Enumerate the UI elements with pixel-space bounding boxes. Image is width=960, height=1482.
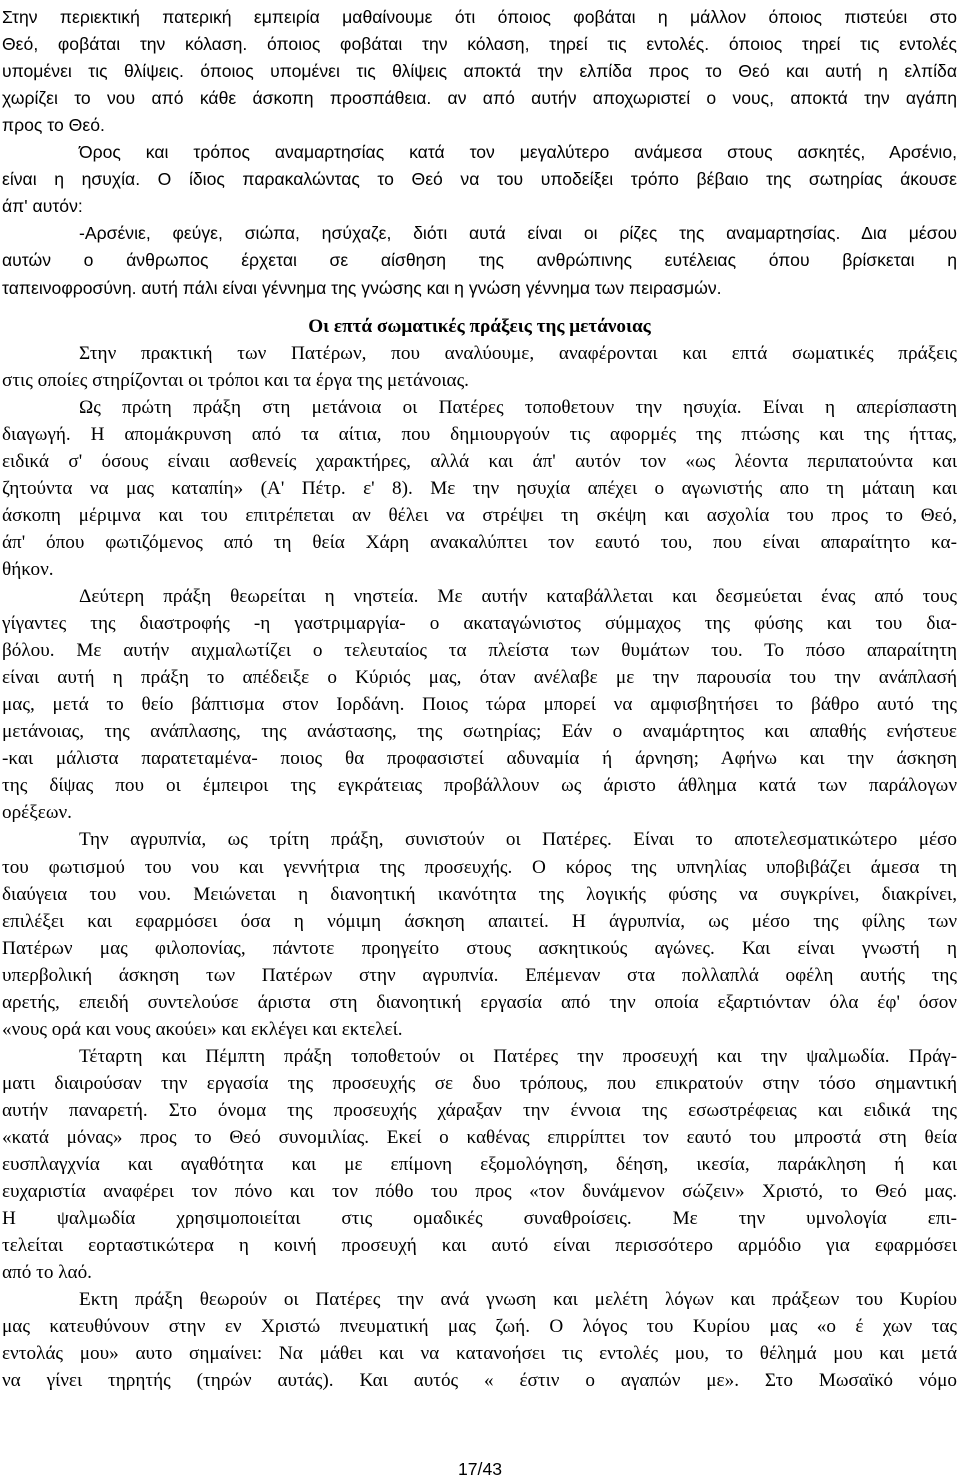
text-line: ειδικά σ' όσους είναιι ασθενείς χαρακτήρες, αλλά και άπ' αυτόν τον «ως λέοντα περιπατούντα και [2,451,957,472]
text-line: ευχαριστία αναφέρει τον πόνο και τον πόθο του προς «τον δυνάμενον σώζειν» Χριστό, το Θεό μας. [2,1181,957,1202]
text-line: «κατά μόνας» προς το Θεό συνομιλίας. Εκεί ο καθένας επιρρίπτει τον εαυτό του μπροστά στη θεία [2,1127,957,1148]
text-line: ματι διαιρούσαν την εργασία της προσευχής σε δυο τρόπους, που επικρατούν στην τόσο σημαντική [2,1073,957,1094]
text-line: Δεύτερη πράξη θεωρείται η νηστεία. Με αυτήν καταβάλλεται και δεσμεύεται ένας από τους [79,586,957,607]
text-line: Εκτη πράξη θεωρούν οι Πατέρες την ανά γνωση και μελέτη λόγων και πράξεων του Κυρίου [79,1289,957,1310]
text-line: είναι αυτή η πράξη το απέδειξε ο Κύριός μας, όταν ανέλαβε με την παρουσία του την ανάπλασή [2,667,957,688]
text-line: χωρίζει το νου από κάθε άσκοπη προσπάθεια. αν από αυτήν αποχωριστεί ο νους, αποκτά την αγάπη [2,88,957,108]
text-line: ζητούντα να μας καταπίη» (Α' Πέτρ. ε' 8). Με την ησυχία απέχει ο αγωνιστής απο τη μάταιη και [2,478,957,499]
text-line: Στην πρακτική των Πατέρων, που αναλύουμε, αναφέρονται και επτά σωματικές πράξεις [79,343,957,364]
text-line: -και μάλιστα παρατεταμένα- ποιος θα προφασιστεί αδυναμία ή άρνηση; Αφήνω και την άσκηση [2,748,957,769]
text-line: μας, μετά το θείο βάπτισμα στον Ιορδάνη. Ποιος τώρα μπορεί να αμφισβητήσει το βάθρο αυτό της [2,694,957,715]
text-line: επιλέξει και εφαρμόσει όσα η νόμιμη άσκηση απαιτεί. Η άγρυπνία, ως μέσο της φίλης των [2,911,957,932]
text-line: Θεό, φοβάται την κόλαση. όποιος φοβάται την κόλαση, τηρεί τις εντολές. όποιος τηρεί τις εντολές [2,34,957,54]
text-line: να γίνει τηρητής (τηρών αυτάς). Και αυτός « έστιν ο αγαπών με». Στο Μωσαϊκό νόμο [2,1370,957,1391]
text-line: υπομένει τις θλίψεις. όποιος υπομένει τις θλίψεις αποκτά την ελπίδα προς το Θεό και αυτή η ελπίδα [2,61,957,81]
text-line: άσκοπη μέριμνα και του επιτρέπεται αν θέλει να στρέψει τη σκέψη και ασχολία του προς το Θεό, [2,505,957,526]
text-line: μας κατευθύνουν στην εν Χριστώ πνευματική μας ζωή. Ο λόγος του Κυρίου μας «ο έ χων τας [2,1316,957,1337]
text-line: αυτήν παναρετή. Στο όνομα της προσευχής χάραξαν την έννοια της εσωστρέφειας και ειδικά της [2,1100,957,1121]
text-line: διαύγεια του νου. Μειώνεται η διανοητική ικανότητα της λογικής φύσης να συγκρίνει, διακρίνει, [2,884,957,905]
text-line: Στην περιεκτική πατερική εμπειρία μαθαίνουμε ότι όποιος φοβάται η μάλλον όποιος πιστεύει στο [2,7,957,27]
text-line: γίγαντες της διαστροφής -η γαστριμαργία- ο ακαταγώνιστος σύμμαχος της φύσης και του δια- [2,613,957,634]
page-number: 17/43 [457,1459,503,1479]
text-line: της δίψας που οι έμπειροι της εγκράτειας προβάλλουν ως άριστο άθλημα κατά των παράλογων [2,775,957,796]
text-line: τελείται εορταστικώτερα η κοινή προσευχή και αυτό είναι περισσότερο αρμόδιο για εφαρμόσει [2,1235,957,1256]
text-line: θήκον. [2,559,54,580]
text-line: Πατέρων μας φιλοπονίας, πάντοτε προηγείτο στους ασκητικούς αγώνες. Και είναι γνωστή η [2,938,957,959]
text-line: υπερβολική άσκηση των Πατέρων στην αγρυπνία. Επέμεναν στα πολλαπλά οφέλη αυτής της [2,965,957,986]
text-line: εντολάς μου» αυτο σημαίνει: Να μάθει και να κατανοήσει τις εντολές μου, το θέλημά μου και μετά [2,1343,957,1364]
text-line: είναι η ησυχία. Ο ίδιος παρακαλώντας το Θεό να του υποδείξει τρόπο βέβαιο της σωτηρίας άκουσε [2,169,957,189]
text-line: άπ' αυτόν: [2,196,83,216]
text-line: αρετής, επειδή συντελούσε άριστα στη διανοητική εργασία από την οποία εξαρτιόνταν όλα έφ' όσον [2,992,957,1013]
text-line: Την αγρυπνία, ως τρίτη πράξη, συνιστούν οι Πατέρες. Είναι το αποτελεσματικώτερο μέσο [79,829,957,850]
text-line: μετάνοιας, της ανάπλασης, της ανάστασης, της σωτηρίας; Εάν ο αναμάρτητος και απαθής ενήστευε [2,721,957,742]
text-line: ορέξεων. [2,802,72,823]
text-line: από το λαό. [2,1262,92,1283]
text-line: άπ' όπου φωτιζόμενος από τη θεία Χάρη ανακαλύπτει τον εαυτό του, που είναι απαραίτητο κα- [2,532,957,553]
text-line: ευσπλαγχνία και αγαθότητα και με επίμονη εξομολόγηση, δέηση, ικεσία, παράκληση ή και [2,1154,957,1175]
text-line: «νους ορά και νους ακούει» και εκλέγει και εκτελεί. [2,1019,403,1040]
text-line: Η ψαλμωδία χρησιμοποιείται στις ομαδικές συναθροίσεις. Με την υμνολογία επι- [2,1208,957,1229]
text-line: Όρος και τρόπος αναμαρτησίας κατά τον μεγαλύτερο ανάμεσα στους ασκητές, Αρσένιο, [79,142,957,162]
text-line: Τέταρτη και Πέμπτη πράξη τοποθετούν οι Πατέρες την προσευχή και την ψαλμωδία. Πράγ- [79,1046,957,1067]
text-line: ταπεινοφροσύνη. αυτή πάλι είναι γέννημα της γνώσης και η γνώση γέννημα των πειρασμών. [2,278,722,298]
section-heading: Οι επτά σωματικές πράξεις της μετάνοιας [308,316,651,337]
text-line: στις οποίες στηρίζονται οι τρόποι και τα έργα της μετάνοιας. [2,370,469,391]
text-line: -Αρσένιε, φεύγε, σιώπα, ησύχαζε, διότι αυτά είναι οι ρίζες της αναμαρτησίας. Δια μέσου [79,223,957,243]
text-line: βόλου. Με αυτήν αιχμαλωτίζει ο τελευταίος τα πλείστα των θυμάτων του. Το πόσο απαραίτητη [2,640,957,661]
text-line: Ως πρώτη πράξη στη μετάνοια οι Πατέρες τοποθετουν την ησυχία. Είναι η απερίσπαστη [79,397,957,418]
text-line: αυτών ο άνθρωπος έρχεται σε αίσθηση της ανθρώπινης ευτέλειας όπου βρίσκεται η [2,250,957,270]
text-line: του φωτισμού του νου και γεννήτρια της προσευχής. Ο κόρος της υπνηλίας υποβιβάζει άμεσα τη [2,857,957,878]
text-line: διαγωγή. Η απομάκρυνση από τα αίτια, που δημιουργούν τις αφορμές της πτώσης και της ήττας, [2,424,957,445]
text-line: προς το Θεό. [2,115,105,135]
